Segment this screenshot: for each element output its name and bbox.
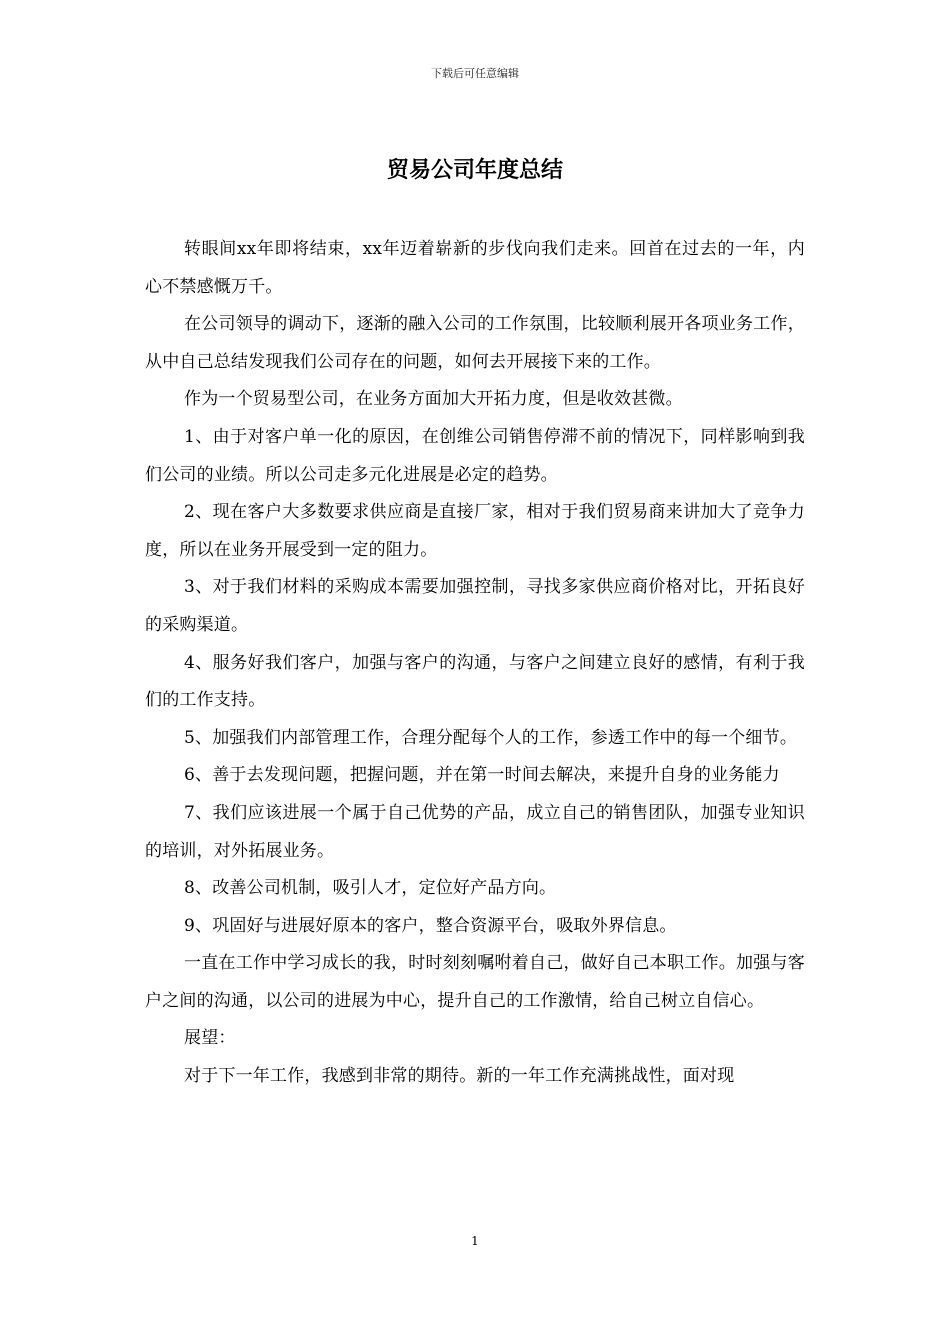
page-number: 1 — [471, 1234, 479, 1248]
list-item-4: 4、服务好我们客户，加强与客户的沟通，与客户之间建立良好的感情，有利于我们的工作支持。 — [145, 652, 805, 711]
list-item-5: 5、加强我们内部管理工作，合理分配每个人的工作，参透工作中的每一个细节。 — [184, 727, 798, 748]
list-item-6: 6、善于去发现问题，把握问题，并在第一时间去解决，来提升自身的业务能力 — [184, 765, 780, 786]
list-item-3: 3、对于我们材料的采购成本需要加强控制，寻找多家供应商价格对比，开拓良好的采购渠道。 — [145, 577, 805, 635]
header-note: 下载后可任意编辑 — [431, 67, 519, 80]
paragraph-leadership: 在公司领导的调动下，逐渐的融入公司的工作氛围，比较顺利展开各项业务工作，从中自己总结发现我们公司存在的问题，如何去开展接下来的工作。 — [145, 314, 805, 372]
paragraph-outlook-heading: 展望： — [184, 1028, 236, 1049]
paragraph-self-growth: 一直在工作中学习成长的我，时时刻刻嘱咐着自己，做好自己本职工作。加强与客户之间的沟通，以公司的进展为中心，提升自己的工作激情，给自己树立自信心。 — [145, 953, 805, 1011]
document-title: 贸易公司年度总结 — [386, 158, 563, 183]
paragraph-outlook: 对于下一年工作，我感到非常的期待。新的一年工作充满挑战性，面对现 — [184, 1066, 735, 1087]
list-item-1: 1、由于对客户单一化的原因，在创维公司销售停滞不前的情况下，同样影响到我们公司的业绩。所以公司走多元化进展是必定的趋势。 — [145, 426, 805, 485]
list-item-8: 8、改善公司机制，吸引人才，定位好产品方向。 — [184, 878, 557, 899]
list-item-2: 2、现在客户大多数要求供应商是直接厂家，相对于我们贸易商来讲加大了竞争力度，所以在业务开展受到一定的阻力。 — [145, 502, 805, 560]
paragraph-business-effort: 作为一个贸易型公司，在业务方面加大开拓力度，但是收效甚微。 — [184, 389, 683, 410]
list-item-9: 9、巩固好与进展好原本的客户，整合资源平台，吸取外界信息。 — [184, 915, 677, 936]
document-body — [145, 231, 805, 1096]
paragraph-intro: 转眼间xx年即将结束，xx年迈着崭新的步伐向我们走来。回首在过去的一年，内心不禁感慨万千。 — [145, 239, 805, 297]
list-item-7: 7、我们应该进展一个属于自己优势的产品，成立自己的销售团队，加强专业知识的培训，对外拓展业务。 — [145, 802, 805, 861]
